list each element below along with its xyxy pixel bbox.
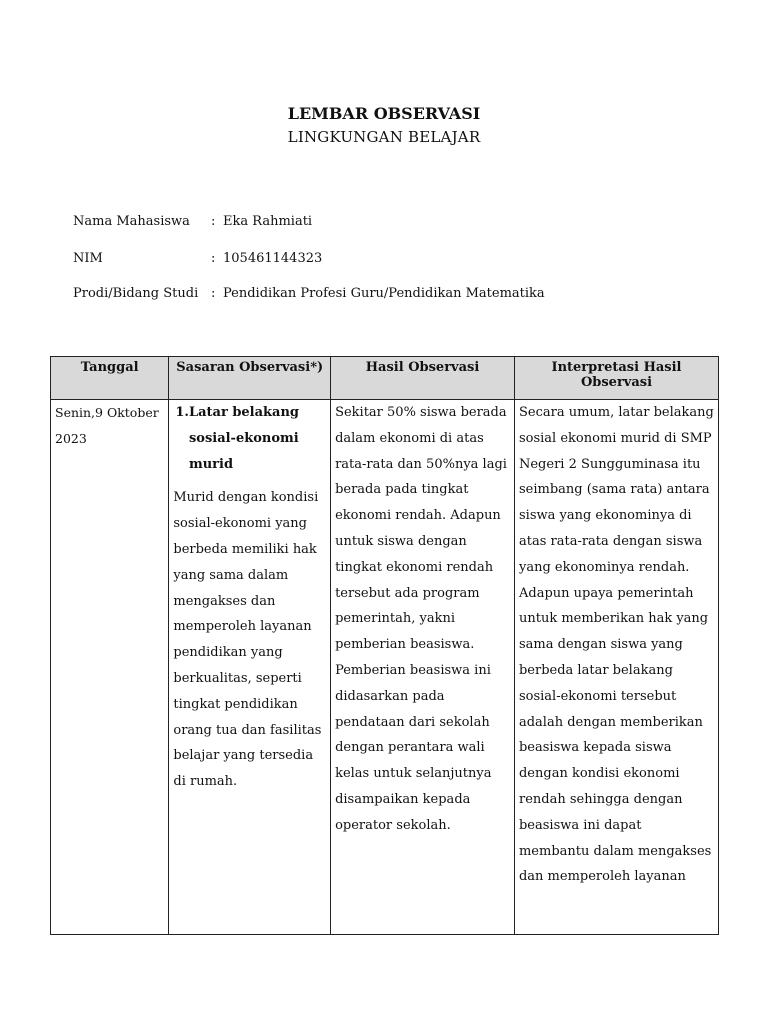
document-title: LEMBAR OBSERVASI bbox=[287, 104, 481, 123]
info-row-nim: NIM : 105461144323 bbox=[73, 251, 323, 266]
sasaran-description: Murid dengan kondisi sosial-ekonomi yang berbeda memiliki hak yang sama dalam mengakses dan memperoleh layanan pendidikan yang berkualitas, seperti tingkat pendidikan orang tua dan fasilitas belajar yang tersedia di rumah. bbox=[173, 490, 322, 790]
info-label: NIM bbox=[73, 251, 103, 266]
cell-hasil: Sekitar 50% siswa berada dalam ekonomi di atas rata-rata dan 50%nya lagi berada pada tingkat ekonomi rendah. Adapun untuk siswa dengan tingkat ekonomi rendah tersebut ada program pemerintah, yakni pemberian beasiswa. Pemberian beasiswa ini didasarkan pada pendataan dari sekolah dengan perantara wali kelas untuk selanjutnya disampaikan kepada operator sekolah. bbox=[331, 400, 515, 935]
header-tanggal: Tanggal bbox=[51, 357, 169, 400]
sasaran-title: Latar belakang sosial-ekonomi murid bbox=[188, 405, 300, 472]
table-header-row bbox=[51, 357, 719, 400]
header-hasil: Hasil Observasi bbox=[331, 357, 515, 400]
table-row bbox=[51, 400, 719, 935]
info-value: Pendidikan Profesi Guru/Pendidikan Matematika bbox=[223, 286, 545, 301]
header-interpretasi: Interpretasi Hasil Observasi bbox=[514, 357, 718, 400]
cell-interpretasi: Secara umum, latar belakang sosial ekonomi murid di SMP Negeri 2 Sungguminasa itu seimbang (sama rata) antara siswa yang ekonominya di atas rata-rata dengan siswa yang ekonominya rendah. Adapun upaya pemerintah untuk memberikan hak yang sama dengan siswa yang berbeda latar belakang sosial-ekonomi tersebut adalah dengan memberikan beasiswa kepada siswa dengan kondisi ekonomi rendah sehingga dengan beasiswa ini dapat membantu dalam mengakses dan memperoleh layanan bbox=[514, 400, 718, 935]
cell-tanggal: Senin,9 Oktober 2023 bbox=[51, 400, 169, 935]
info-row-nama: Nama Mahasiswa : Eka Rahmiati bbox=[73, 214, 313, 229]
info-label: Nama Mahasiswa bbox=[73, 214, 190, 229]
info-value: 105461144323 bbox=[223, 251, 323, 266]
header-sasaran: Sasaran Observasi*) bbox=[169, 357, 331, 400]
info-row-prodi: Prodi/Bidang Studi : Pendidikan Profesi Guru/Pendidikan Matematika bbox=[73, 286, 545, 301]
list-number: 1. bbox=[175, 405, 189, 420]
info-label: Prodi/Bidang Studi bbox=[73, 286, 199, 301]
sasaran-heading bbox=[175, 400, 326, 477]
info-value: Eka Rahmiati bbox=[223, 214, 313, 229]
cell-sasaran bbox=[169, 400, 331, 935]
document-subtitle: LINGKUNGAN BELAJAR bbox=[287, 128, 481, 146]
observation-table bbox=[50, 356, 719, 935]
